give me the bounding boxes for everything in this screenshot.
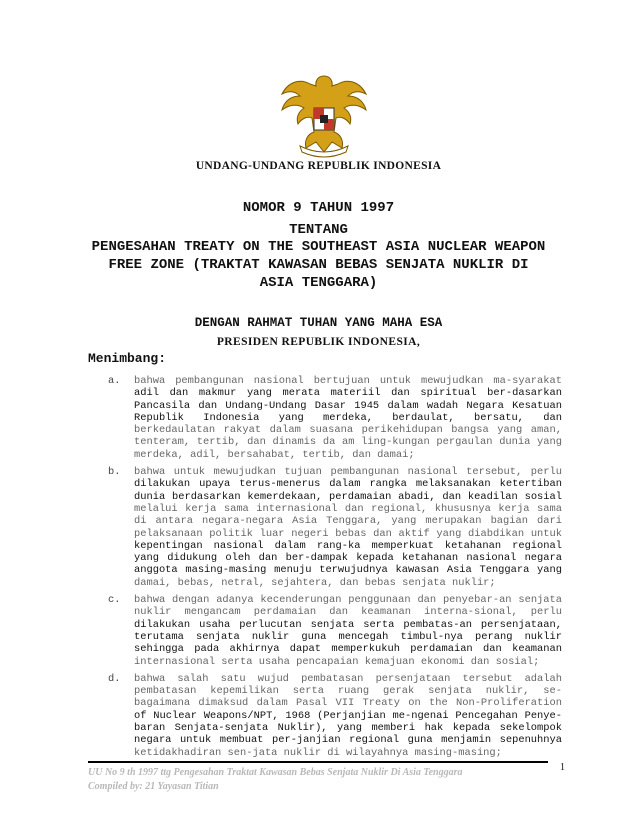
item-text-line: bahwa untuk mewujudkan tujuan pembangunan nasional tersebut, perlu bbox=[134, 466, 562, 479]
consideration-item bbox=[108, 673, 562, 759]
consideration-item bbox=[108, 375, 562, 461]
item-text-line: sehingga pada akhirnya dapat memperkukuh perdamaian dan keamanan bbox=[134, 643, 562, 656]
title-line: ASIA TENGGARA) bbox=[259, 275, 378, 291]
item-text-line: bahwa dengan adanya kecenderungan penggunaan dan penyebar-an senjata bbox=[134, 594, 562, 607]
item-text-line: kepentingan nasional dalam rang-ka memperkuat ketahanan regional bbox=[134, 539, 562, 552]
item-text-line: baran Senjata-senjata Nuklir), yang memberi hak kepada sekelompok bbox=[134, 722, 562, 735]
item-text-line: negara untuk membuat per-janjian regional guna menjamin sepenuhnya bbox=[134, 734, 562, 747]
footer-compiled: Compiled by: 21 Yayasan Titian bbox=[88, 781, 219, 792]
item-text-line: adil dan makmur yang merata materiil dan spiritual ber-dasarkan bbox=[134, 387, 562, 400]
item-text-line: dunia berdasarkan kemerdekaan, perdamaian abadi, dan keadilan sosial bbox=[134, 490, 562, 503]
item-text-line: Pancasila dan Undang-Undang Dasar 1945 dalam wadah Negara Kesatuan bbox=[134, 399, 562, 412]
law-number: NOMOR 9 TAHUN 1997 bbox=[242, 200, 395, 216]
item-text-line: bahwa pembangunan nasional bertujuan untuk mewujudkan ma-syarakat bbox=[134, 375, 562, 387]
rahmat-heading: DENGAN RAHMAT TUHAN YANG MAHA ESA bbox=[194, 316, 443, 330]
law-title bbox=[0, 238, 637, 292]
item-text-line: di antara negara-negara Asia Tenggara, yang merupakan bagian dari bbox=[134, 515, 562, 528]
item-text-line: merdeka, adil, bersahabat, tertib, dan damai; bbox=[134, 448, 415, 461]
footer-rule bbox=[88, 761, 548, 763]
item-label: b. bbox=[108, 466, 121, 479]
title-line: PENGESAHAN TREATY ON THE SOUTHEAST ASIA NUCLEAR WEAPON bbox=[91, 239, 546, 255]
tentang-heading: TENTANG bbox=[289, 222, 348, 238]
item-text-line: ketidakhadiran sen-jata nuklir di wilayahnya masing-masing; bbox=[134, 746, 502, 759]
item-text-line: bahwa salah satu wujud pembatasan persenjataan tersebut adalah bbox=[134, 672, 562, 685]
item-text-line: pelaksanaan politik luar negeri bebas dan aktif yang diabdikan untuk bbox=[134, 527, 562, 540]
title-line: FREE ZONE (TRAKTAT KAWASAN BEBAS SENJATA NUKLIR DI bbox=[108, 257, 529, 273]
item-text-line: damai, bebas, netral, sejahtera, dan bebas senjata nuklir; bbox=[134, 576, 496, 589]
item-text-line: of Nuclear Weapons/NPT, 1968 (Perjanjian me-ngenai Pencegahan Penye- bbox=[134, 709, 562, 722]
presiden-heading: PRESIDEN REPUBLIK INDONESIA, bbox=[216, 336, 421, 348]
item-label: c. bbox=[108, 594, 121, 607]
item-text-line: dilakukan usaha perlucutan senjata serta pembatas-an persenjataan, bbox=[134, 618, 562, 631]
item-text-line: yang didukung oleh dan ber-dampak kepada ketahanan nasional negara bbox=[134, 552, 562, 565]
item-text-line: dilakukan upaya terus-menerus dalam rangka melaksanakan ketertiban bbox=[134, 478, 562, 491]
item-label: a. bbox=[108, 375, 121, 387]
item-text-line: melalui kerja sama internasional dan regional, khususnya kerja sama bbox=[134, 502, 562, 515]
item-text-line: nuklir mengancam perdamaian dan keamanan interna-sional, perlu bbox=[134, 606, 562, 619]
item-text-line: terutama senjata nuklir guna mencegah timbul-nya perang nuklir bbox=[134, 630, 562, 643]
menimbang-label: Menimbang: bbox=[88, 351, 167, 366]
considerations-list bbox=[108, 375, 562, 764]
item-text-line: anggota masing-masing menuju terwujudnya kawasan Asia Tenggara yang bbox=[134, 564, 562, 577]
garuda-emblem-icon bbox=[280, 72, 368, 158]
footer-title: UU No 9 th 1997 ttg Pengesahan Traktat Kawasan Bebas Senjata Nuklir Di Asia Tenggara bbox=[88, 767, 463, 778]
law-heading: UNDANG-UNDANG REPUBLIK INDONESIA bbox=[195, 160, 442, 172]
item-text-line: Republik Indonesia yang merdeka, berdaulat, bersatu, dan bbox=[134, 411, 562, 424]
item-text-line: internasional serta usaha pencapaian kemajuan ekonomi dan sosial; bbox=[134, 655, 540, 668]
item-text-line: berkedaulatan rakyat dalam suasana perikehidupan bangsa yang aman, bbox=[134, 424, 562, 437]
consideration-item bbox=[108, 594, 562, 668]
item-text-line: pembatasan kepemilikan serta ruang gerak senjata nuklir, se- bbox=[134, 685, 562, 698]
page-number: 1 bbox=[560, 762, 565, 773]
item-label: d. bbox=[108, 672, 121, 685]
consideration-item bbox=[108, 466, 562, 589]
item-text-line: tenteram, tertib, dan dinamis da am ling-kungan pergaulan dunia yang bbox=[134, 436, 562, 449]
item-text-line: bagaimana dimaksud dalam Pasal VII Treaty on the Non-Proliferation bbox=[134, 697, 562, 710]
